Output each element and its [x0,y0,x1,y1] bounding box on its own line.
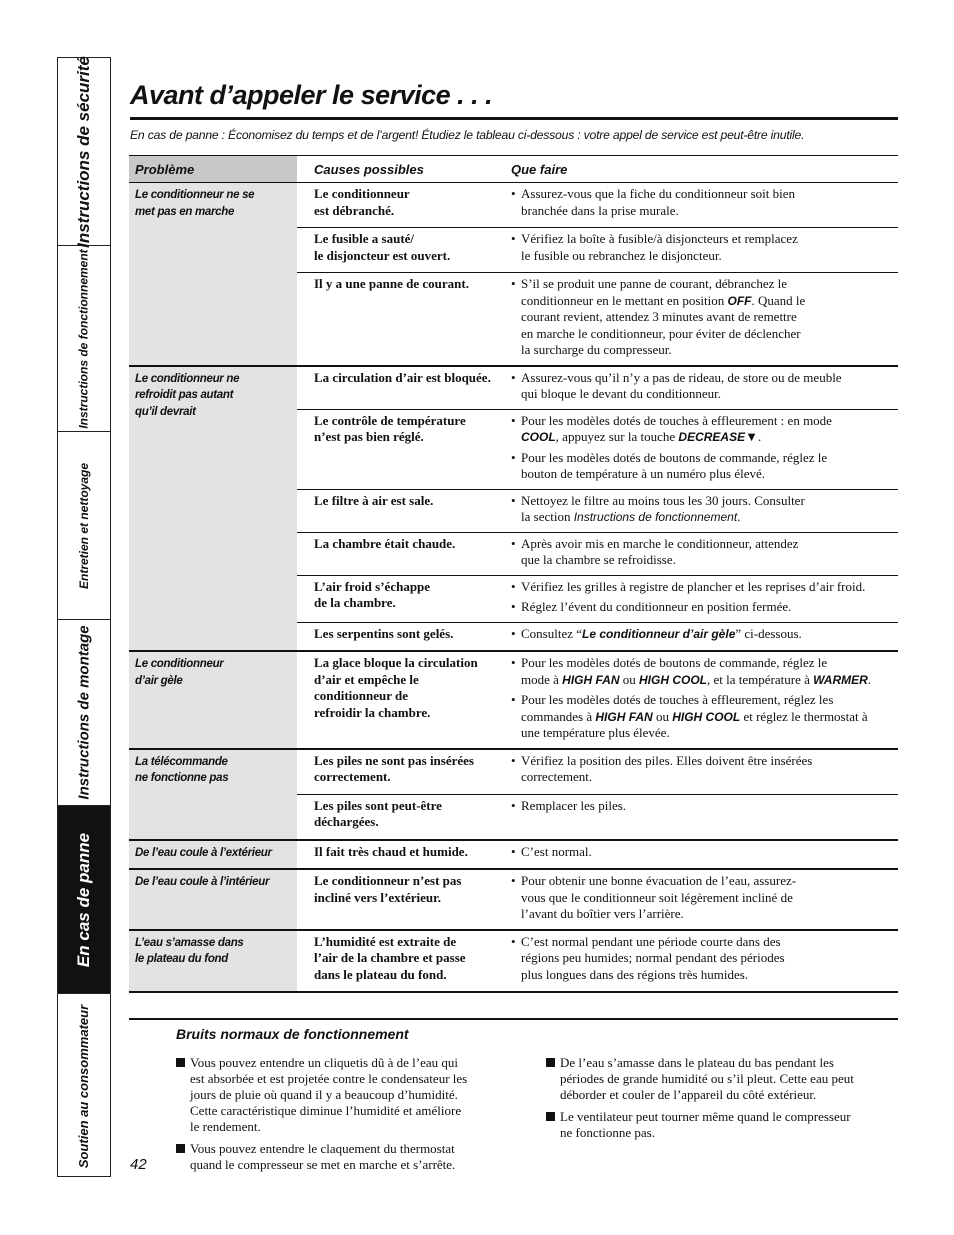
text-run: C’est normal pendant une période courte dans des régions peu humides; normal pendant des périodes plus longues dans des régions très humides. [521,933,785,982]
fix-item [511,599,898,616]
page-title: Avant d’appeler le service . . . [130,80,493,110]
fix-text [521,276,805,359]
square-bullet-icon [176,1058,185,1067]
bullet-icon: • [511,369,516,385]
noise-text: Vous pouvez entendre un cliquetis dû à de l’eau qui est absorbée et est projetée contre le condensateur les jours de pluie où quand il y a beaucoup d’humidité. Cette caractéristique diminue l’humidité et améliore le rendement. [190,1055,468,1134]
cause-cell: Le filtre à air est sale. [314,492,434,508]
bullet-icon: • [511,276,516,291]
bullet-icon: • [511,449,516,465]
problem-cell: Le conditionneur ne se met pas en marche [129,183,297,365]
text-run: Pour obtenir une bonne évacuation de l’eau, assurez- vous que le conditionneur soit légèrement incliné de l’avant du boîtier vers l’arrière. [521,873,797,921]
keyword: Le conditionneur d’air gèle [582,626,736,641]
fix-text [521,231,798,264]
keyword: WARMER [813,672,868,687]
square-bullet-icon [546,1112,555,1121]
text-run: Nettoyez le filtre au moins tous les 30 jours. Consulter la section [521,492,805,524]
keyword: HIGH COOL [639,672,707,687]
text-run: ou [619,671,639,687]
bullet-icon: • [511,797,516,813]
fix-cell [495,652,898,748]
square-bullet-icon [176,1144,185,1153]
fix-text [521,873,796,923]
fix-cell [495,228,898,272]
text-run: , appuyez sur la touche [555,429,679,444]
fix-text [521,536,798,569]
fix-item [511,450,898,483]
fix-text [521,450,827,483]
fix-text [521,493,805,526]
header-fix: Que faire [511,161,568,177]
list-item [176,1141,516,1173]
fix-text [521,844,592,861]
text-run: Vérifiez la boîte à fusible/à disjoncteurs et remplacez le fusible ou rebranchez le disjoncteur. [521,231,798,263]
fix-item [511,934,898,984]
fix-cell [495,931,898,992]
section-divider [129,1018,898,1020]
text-run: ou [652,708,673,724]
fix-text [521,934,785,984]
fix-item [511,579,898,596]
table-row [297,931,898,992]
table-row [297,183,898,227]
fix-text [521,798,626,815]
text-run: ▼. [745,429,762,444]
problem-cell: Le conditionneur d’air gèle [129,652,297,748]
table-row [297,652,898,748]
tab-label: Instructions de montage [75,625,93,800]
fix-item [511,493,898,526]
tab-label: Instructions de sécurité [74,55,93,248]
problem-group [129,367,898,653]
text-run: Pour les modèles dotés de touches à effleurement, réglez les commandes à [521,692,834,724]
cause-cell: La chambre était chaude. [314,535,456,551]
title-divider [130,117,898,120]
noise-text: Vous pouvez entendre le claquement du thermostat quand le compresseur se met en marche et s’arrête. [190,1141,456,1172]
fix-item [511,692,898,742]
noise-text: De l’eau s’amasse dans le plateau du bas pendant les périodes de grande humidité ou s’il pleut. Cette eau peut déborder et couler de l’appareil du côté extérieur. [560,1055,854,1102]
intro-text: En cas de panne : Économisez du temps et de l’argent! Étudiez le tableau ci-dessous : votre appel de service est peut-être inutile. [130,128,805,142]
tab-label: Entretien et nettoyage [77,462,91,589]
table-row [297,272,898,365]
text-run: ” ci-dessous. [735,625,802,641]
fix-item [511,626,898,643]
table-row [297,367,898,409]
problem-cell: L’eau s’amasse dans le plateau du fond [129,931,297,992]
keyword: DECREASE [678,430,746,444]
cause-cell: Il y a une panne de courant. [314,276,469,291]
fix-item [511,536,898,569]
table-row [297,489,898,532]
header-problem: Problème [129,156,297,182]
noises-title: Bruits normaux de fonctionnement [176,1026,409,1042]
text-run: Assurez-vous que la fiche du conditionneur soit bien branchée dans la prise murale. [521,186,796,218]
text-run: Pour les modèles dotés de boutons de commande, réglez le mode à [521,655,828,687]
fix-cell [495,490,898,532]
text-run: Vérifiez la position des piles. Elles doivent être insérées correctement. [521,752,813,784]
problem-group [129,931,898,994]
fix-text [521,626,802,643]
bullet-icon: • [511,692,516,707]
text-run: . [737,509,741,524]
noises-right-column [546,1055,898,1147]
table-row [297,575,898,622]
fix-cell [495,183,898,227]
keyword: Instructions de fonctionnement [573,510,738,524]
cause-cell: Les serpentins sont gelés. [314,625,454,641]
fix-text [521,599,791,616]
cause-cell: La glace bloque la circulation d’air et empêche le conditionneur de refroidir la chambre. [314,655,478,720]
table-row [297,750,898,794]
fix-cell [495,410,898,489]
fix-item [511,873,898,923]
fix-item [511,655,898,688]
text-run: Assurez-vous qu’il n’y a pas de rideau, de store ou de meuble qui bloque le devant du conditionneur. [521,369,842,401]
tab-installation[interactable] [58,620,110,806]
fix-cell [495,533,898,575]
fix-cell [495,576,898,622]
table-row [297,532,898,575]
cause-cell: Le fusible a sauté/ le disjoncteur est ouvert. [314,231,451,263]
fix-cell [495,750,898,794]
text-run: S’il se produit une panne de courant, débranchez le conditionneur en le mettant en position [521,276,788,308]
text-run: Consultez “ [521,625,583,641]
bullet-icon: • [511,655,516,670]
fix-text [521,186,795,219]
fix-item [511,370,898,403]
text-run: . [867,671,872,687]
cause-cell: Il fait très chaud et humide. [314,843,468,859]
tab-consumer-support[interactable] [58,994,110,1178]
text-run: Réglez l’évent du conditionneur en position fermée. [521,599,792,614]
keyword: COOL [521,430,556,444]
text-run: Pour les modèles dotés de touches à effleurement : en mode [521,412,832,428]
text-run: C’est normal. [521,843,592,859]
table-row [297,841,898,869]
list-item [176,1055,516,1135]
noises-left-column [176,1055,516,1179]
cause-cell: Les piles sont peut-être déchargées. [314,797,442,829]
fix-text [521,370,842,403]
fix-cell [495,273,898,365]
problem-group [129,183,898,367]
fix-cell [495,870,898,929]
problem-cell: De l’eau coule à l’extérieur [129,841,297,869]
fix-item [511,844,898,861]
table-row [297,794,898,839]
tab-safety[interactable] [58,55,110,248]
cause-cell: Les piles ne sont pas insérées correctement. [314,752,474,784]
tab-operating[interactable] [58,246,110,432]
cause-cell: L’humidité est extraite de l’air de la chambre et passe dans le plateau du fond. [314,933,466,982]
fix-item [511,798,898,815]
bullet-icon: • [511,873,516,888]
bullet-icon: • [511,843,516,859]
fix-text [521,692,868,742]
text-run: . Quand le courant revient, attendez 3 minutes avant de remettre en marche le conditionneur, pour éviter de déclencher la surcharge du compresseur. [521,292,806,357]
table-row [297,870,898,929]
fix-item [511,276,898,359]
page-number: 42 [130,1156,147,1173]
bullet-icon: • [511,412,516,428]
text-run: Remplacer les piles. [521,797,627,813]
bullet-icon: • [511,535,516,551]
cause-cell: Le conditionneur est débranché. [314,186,410,218]
keyword: HIGH FAN [562,672,620,687]
fix-cell [495,367,898,409]
fix-text [521,413,832,446]
list-item [546,1109,898,1141]
problem-group [129,750,898,841]
keyword: HIGH COOL [672,709,741,724]
fix-cell [495,623,898,651]
tab-label: Soutien au consommateur [76,1004,92,1168]
table-header [129,155,898,183]
text-run: et réglez le thermostat à une température plus élevée. [521,708,868,740]
bullet-icon: • [511,625,516,641]
problem-group [129,870,898,931]
table-row [297,409,898,489]
table-row [297,227,898,272]
keyword: HIGH FAN [595,709,653,724]
header-causes: Causes possibles [314,161,424,177]
text-run: Après avoir mis en marche le conditionneur, attendez que la chambre se refroidisse. [521,535,799,567]
cause-cell: La circulation d’air est bloquée. [314,369,491,385]
section-sidebar [57,57,111,1177]
troubleshooting-table [129,155,898,993]
square-bullet-icon [546,1058,555,1067]
bullet-icon: • [511,186,516,201]
fix-cell [495,795,898,839]
fix-text [521,655,871,688]
fix-item [511,413,898,446]
fix-text [521,753,812,786]
text-run: Vérifiez les grilles à registre de plancher et les reprises d’air froid. [521,578,866,594]
table-row [297,622,898,651]
problem-group [129,652,898,750]
bullet-icon: • [511,578,516,594]
text-run: , et la température à [707,671,814,687]
tab-troubleshooting[interactable] [58,806,110,994]
fix-item [511,186,898,219]
fix-cell [495,841,898,869]
table-body [129,183,898,993]
cause-cell: Le contrôle de température n’est pas bien réglé. [314,412,466,444]
tab-label: Instructions de fonctionnement [77,248,91,429]
list-item [546,1055,898,1103]
cause-cell: L’air froid s’échappe de la chambre. [314,578,431,610]
tab-care[interactable] [58,432,110,620]
bullet-icon: • [511,933,516,949]
bullet-icon: • [511,492,516,508]
bullet-icon: • [511,231,516,246]
tab-label: En cas de panne [74,832,94,967]
bullet-icon: • [511,599,516,614]
keyword: OFF [727,293,752,308]
fix-text [521,579,865,596]
fix-item [511,231,898,264]
problem-cell: La télécommande ne fonctionne pas [129,750,297,839]
problem-cell: De l’eau coule à l’intérieur [129,870,297,929]
bullet-icon: • [511,752,516,768]
fix-item [511,753,898,786]
text-run: Pour les modèles dotés de boutons de commande, réglez le bouton de température à un numéro plus élevé. [521,449,828,481]
problem-group [129,841,898,871]
noise-text: Le ventilateur peut tourner même quand le compresseur ne fonctionne pas. [560,1109,851,1140]
cause-cell: Le conditionneur n’est pas incliné vers l’extérieur. [314,873,462,905]
problem-cell: Le conditionneur ne refroidit pas autant qu’il devrait [129,367,297,651]
